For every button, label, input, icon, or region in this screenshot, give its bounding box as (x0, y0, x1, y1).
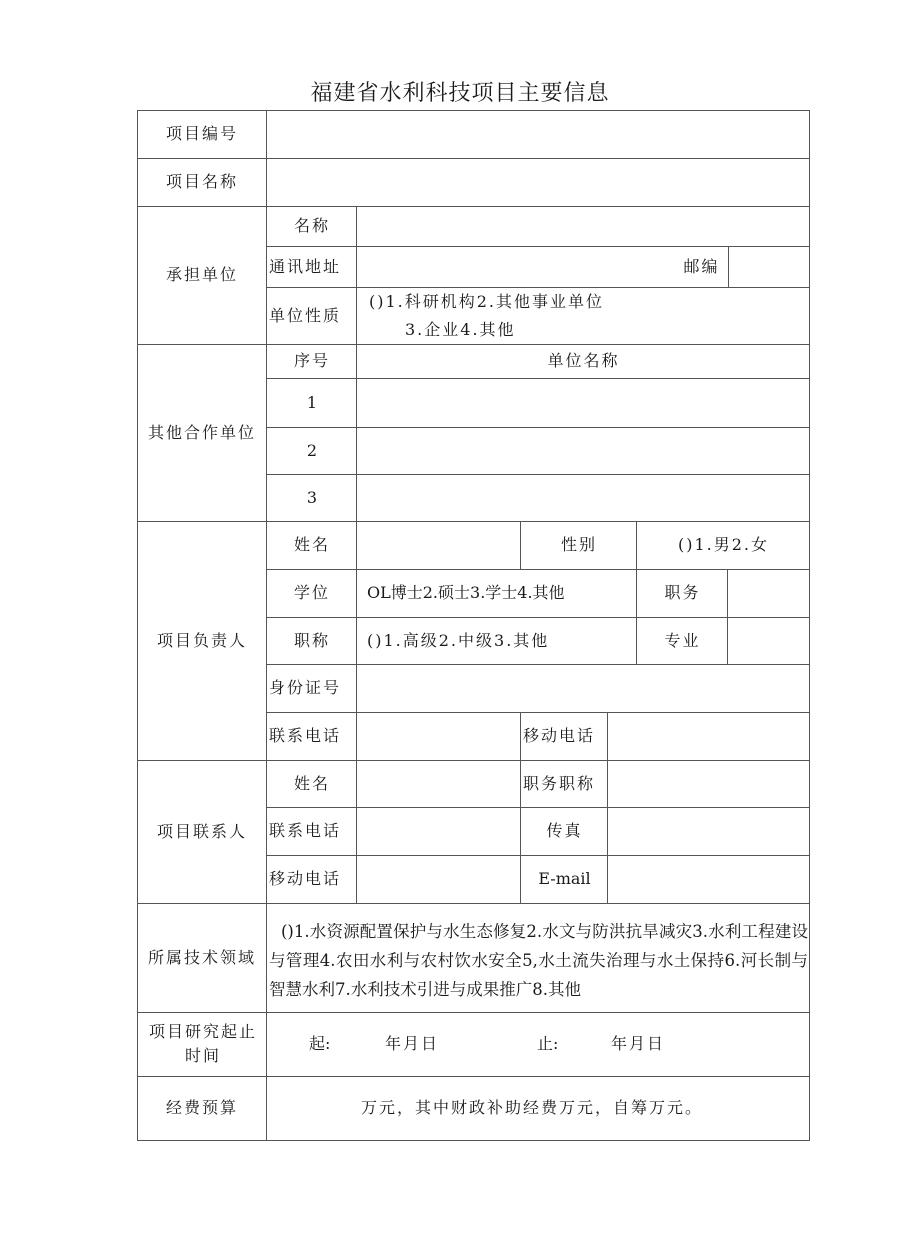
leader-major-field[interactable] (728, 617, 810, 664)
leader-id-label: 身份证号 (269, 678, 342, 697)
contact-mobile-label: 移动电话 (269, 869, 342, 888)
leader-id-field[interactable] (357, 664, 810, 712)
period-start-date[interactable]: 年月日 (385, 1034, 440, 1053)
period-end-date[interactable]: 年月日 (611, 1034, 666, 1053)
undertaker-label: 承担单位 (165, 265, 238, 284)
partner-row-1-seq: 1 (306, 392, 318, 412)
leader-title-label: 职称 (293, 630, 330, 650)
contact-fax-label: 传真 (546, 821, 583, 840)
leader-gender-options[interactable]: ()1.男2.女 (677, 535, 770, 554)
undertaker-address-label: 通讯地址 (269, 256, 342, 276)
tech-field-options[interactable]: ()1.水资源配置保护与水生态修复2.水文与防洪抗旱减灾3.水利工程建设与管理4.农田水利与农村饮水安全5,水土流失治理与水土保持6.河长制与智慧水利7.水利技术引进与成果推广8.其他 (269, 922, 808, 999)
project-name-label: 项目名称 (165, 172, 238, 191)
project-no-field[interactable] (267, 110, 810, 158)
leader-label: 项目负责人 (156, 630, 247, 650)
project-no-label: 项目编号 (165, 124, 238, 143)
contact-phone-label: 联系电话 (269, 821, 342, 840)
undertaker-nature-options-2[interactable]: 3.企业4.其他 (405, 320, 516, 339)
undertaker-nature-label: 单位性质 (269, 305, 342, 325)
leader-duty-field[interactable] (728, 569, 810, 617)
partners-label: 其他合作单位 (147, 422, 256, 442)
info-table (137, 110, 810, 1141)
partner-row-3-seq: 3 (306, 487, 318, 507)
partners-seq-header: 序号 (293, 351, 330, 370)
leader-gender-label: 性别 (560, 535, 597, 554)
period-start-label: 起: (309, 1034, 331, 1053)
page-title: 福建省水利科技项目主要信息 (310, 81, 610, 106)
undertaker-postcode-field[interactable] (729, 246, 810, 287)
undertaker-postcode-label: 邮编 (683, 256, 720, 276)
partner-row-2-name-field[interactable] (357, 427, 810, 474)
leader-name-label: 姓名 (293, 535, 330, 554)
undertaker-name-label: 名称 (293, 216, 330, 235)
period-end-label: 止: (537, 1034, 559, 1053)
project-name-field[interactable] (267, 158, 810, 206)
partner-row-2-seq: 2 (306, 440, 318, 460)
leader-degree-label: 学位 (293, 583, 330, 602)
leader-major-label: 专业 (664, 630, 701, 650)
undertaker-address-field[interactable] (357, 246, 677, 287)
budget-label: 经费预算 (165, 1098, 238, 1117)
contact-phone-field[interactable] (357, 807, 521, 855)
partners-name-header: 单位名称 (547, 351, 620, 370)
leader-degree-options[interactable]: OL博士2.硕士3.学士4.其他 (367, 583, 565, 602)
undertaker-nature-options-1[interactable]: ()1.科研机构2.其他事业单位 (369, 292, 605, 311)
budget-text[interactable]: 万元，其中财政补助经费万元，自筹万元。 (361, 1098, 704, 1117)
contact-name-label: 姓名 (293, 773, 330, 793)
leader-title-options[interactable]: ()1.高级2.中级3.其他 (367, 630, 550, 650)
partner-row-1-name-field[interactable] (357, 378, 810, 427)
contact-label: 项目联系人 (156, 821, 247, 841)
contact-duty-title-label: 职务职称 (523, 773, 596, 793)
contact-email-field[interactable] (608, 855, 810, 903)
contact-mobile-field[interactable] (357, 855, 521, 903)
leader-duty-label: 职务 (664, 583, 701, 602)
undertaker-name-field[interactable] (357, 206, 810, 246)
leader-mobile-field[interactable] (608, 712, 810, 760)
leader-name-field[interactable] (357, 521, 521, 569)
partner-row-3-name-field[interactable] (357, 474, 810, 521)
contact-email-label: E-mail (538, 869, 591, 888)
contact-fax-field[interactable] (608, 807, 810, 855)
period-label: 项目研究起止时间 (148, 1022, 257, 1065)
tech-field-label: 所属技术领域 (147, 947, 256, 967)
contact-duty-title-field[interactable] (608, 760, 810, 807)
leader-phone-label: 联系电话 (269, 726, 342, 745)
contact-name-field[interactable] (357, 760, 521, 807)
leader-phone-field[interactable] (357, 712, 521, 760)
leader-mobile-label: 移动电话 (523, 726, 596, 745)
